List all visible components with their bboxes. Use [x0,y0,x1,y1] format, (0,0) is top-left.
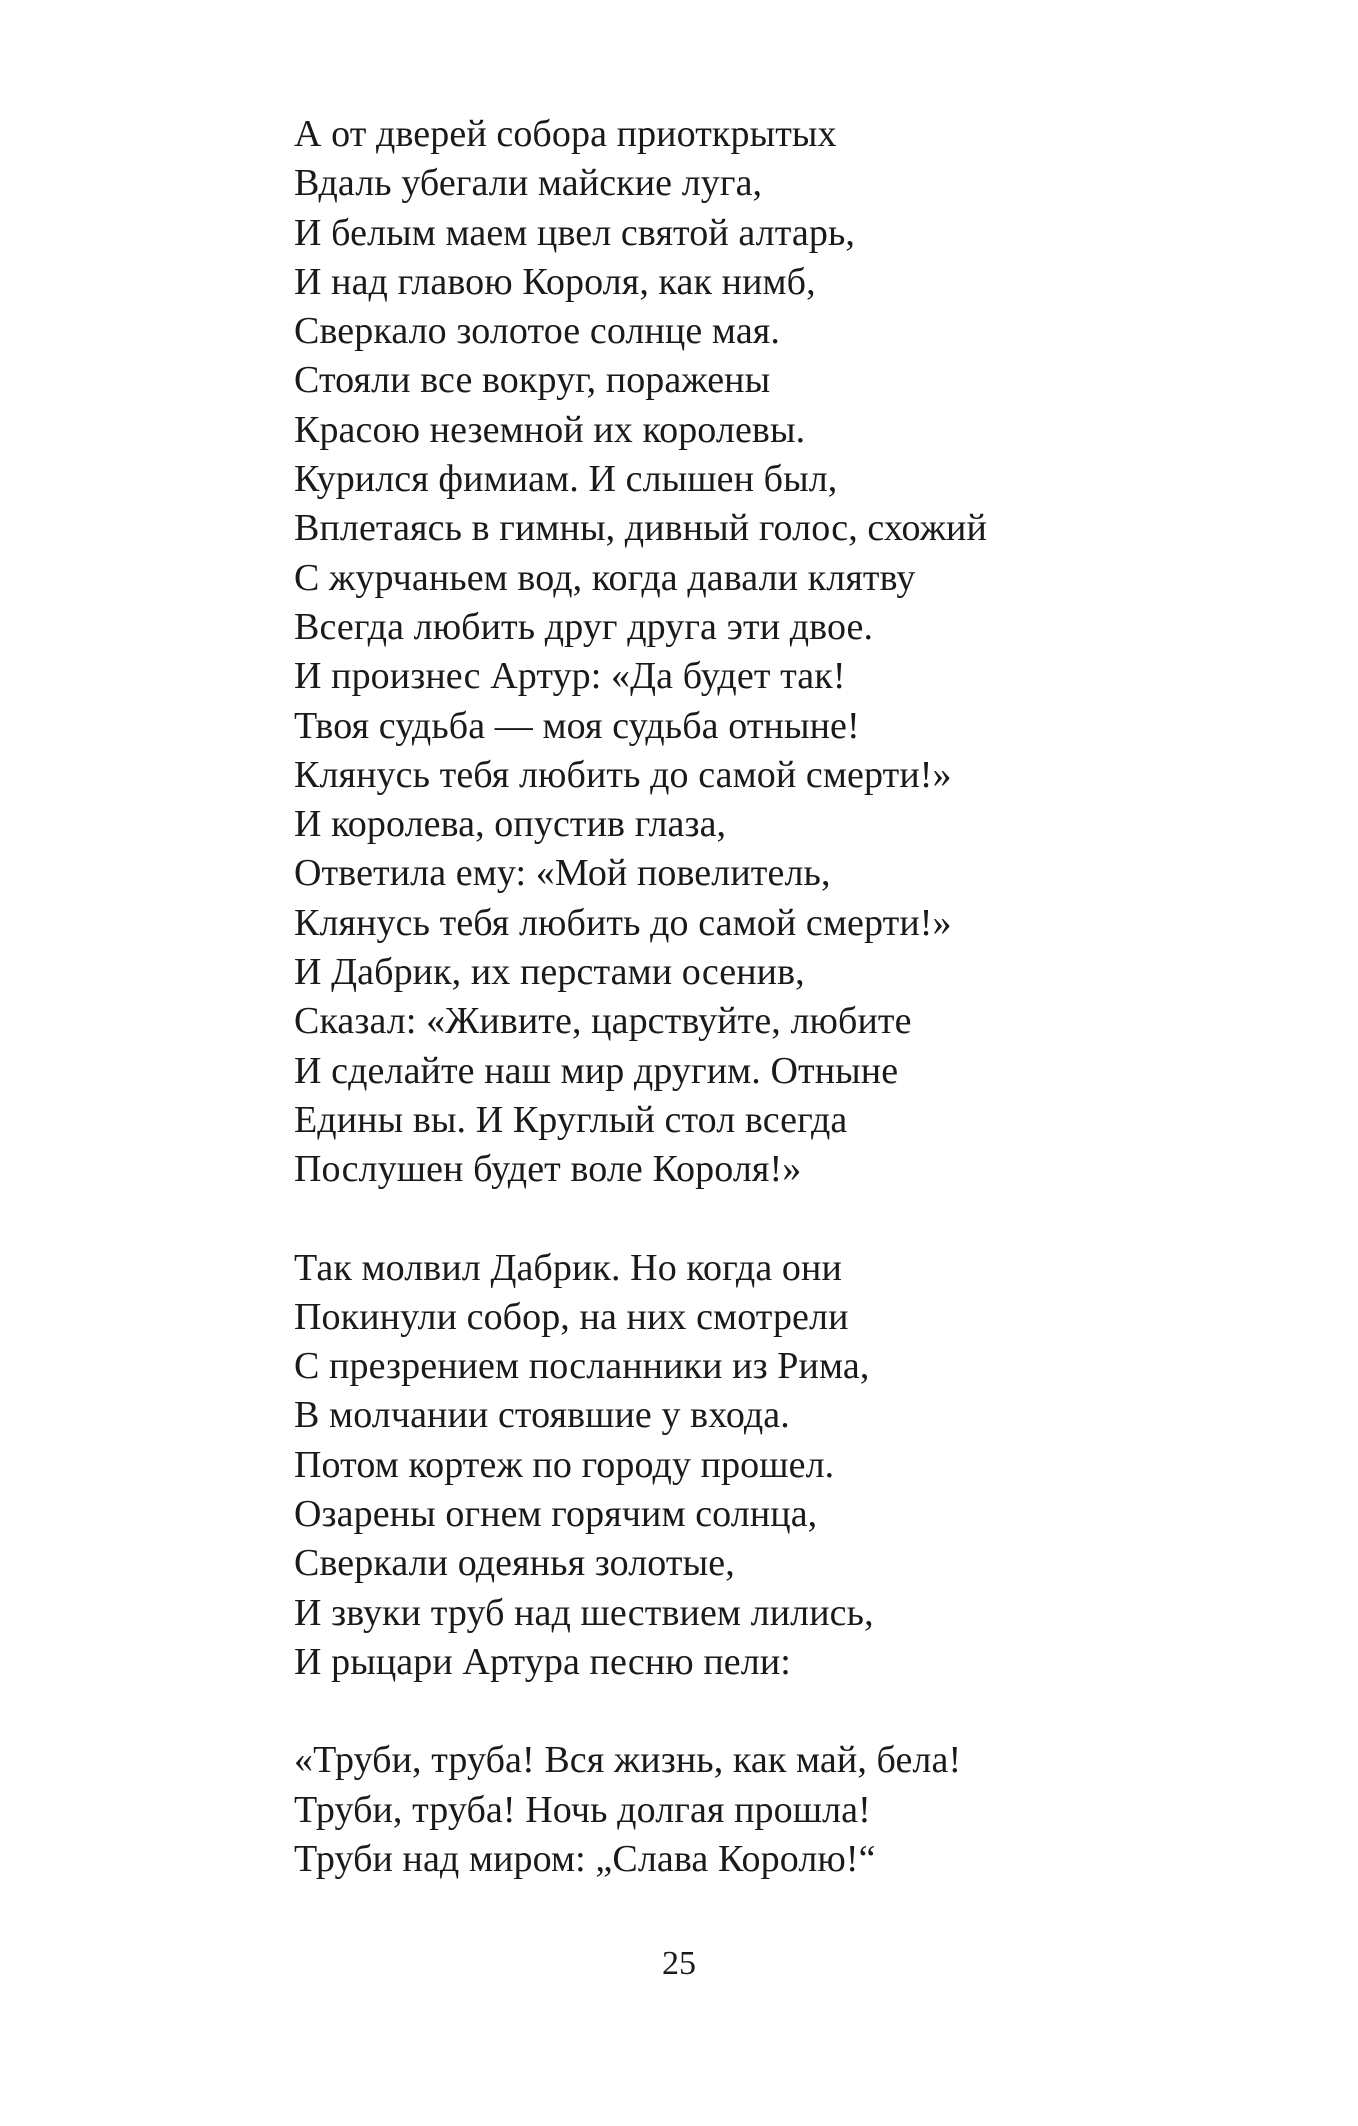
poem-line: Стояли все вокруг, поражены [294,359,771,402]
poem-line: С презрением посланники из Рима, [294,1345,870,1388]
poem-line: И сделайте наш мир другим. Отныне [294,1049,899,1092]
poem-line: Труби над миром: „Слава Королю!“ [294,1837,876,1880]
poem-line: Труби, труба! Ночь долгая прошла! [294,1788,871,1831]
poem-line: Сверкало золотое солнце мая. [294,310,780,353]
poem-line: И белым маем цвел святой алтарь, [294,211,855,254]
poem-line: И рыцари Артура песню пели: [294,1640,791,1683]
poem-line: Всегда любить друг друга эти двое. [294,605,874,648]
poem-line: И королева, опустив глаза, [294,803,727,846]
poem-line: А от дверей собора приоткрытых [294,113,837,155]
poem-line: Клянусь тебя любить до самой смерти!» [294,753,952,796]
poem-line: И над главою Короля, как нимб, [294,260,816,303]
poem-line: И произнес Артур: «Да будет так! [294,655,846,698]
poem-line: И звуки труб над шествием лились, [294,1591,874,1634]
poem-line: Покинули собор, на них смотрели [294,1295,849,1338]
stanza [294,1736,1194,1884]
poem-line: Клянусь тебя любить до самой смерти!» [294,901,952,944]
poem-line: Вдаль убегали майские луга, [294,162,763,205]
page-number: 25 [662,1945,696,1982]
poem-line: «Труби, труба! Вся жизнь, как май, бела! [294,1739,962,1782]
poem-line: Курился фимиам. И слышен был, [294,458,838,501]
poem-line: Вплетаясь в гимны, дивный голос, схожий [294,507,987,550]
poem-line: В молчании стоявшие у входа. [294,1394,790,1437]
poem-line: Красою неземной их королевы. [294,408,806,451]
poem-line: Ответила ему: «Мой повелитель, [294,852,831,895]
poem-line: Сказал: «Живите, царствуйте, любите [294,1000,912,1043]
poem-text [294,110,1194,1884]
poem-line: Послушен будет воле Короля!» [294,1148,802,1191]
poem-line: Озарены огнем горячим солнца, [294,1493,818,1536]
poem-line: Едины вы. И Круглый стол всегда [294,1098,848,1141]
poem-line: Потом кортеж по городу прошел. [294,1443,835,1486]
poem-line: Так молвил Дабрик. Но когда они [294,1246,842,1289]
poem-line: С журчаньем вод, когда давали клятву [294,556,916,599]
poem-line: Сверкали одеянья золотые, [294,1542,735,1585]
stanza [294,110,1194,1195]
stanza [294,1244,1194,1688]
poem-line: Твоя судьба — моя судьба отныне! [294,704,860,747]
poem-line: И Дабрик, их перстами осенив, [294,951,805,994]
